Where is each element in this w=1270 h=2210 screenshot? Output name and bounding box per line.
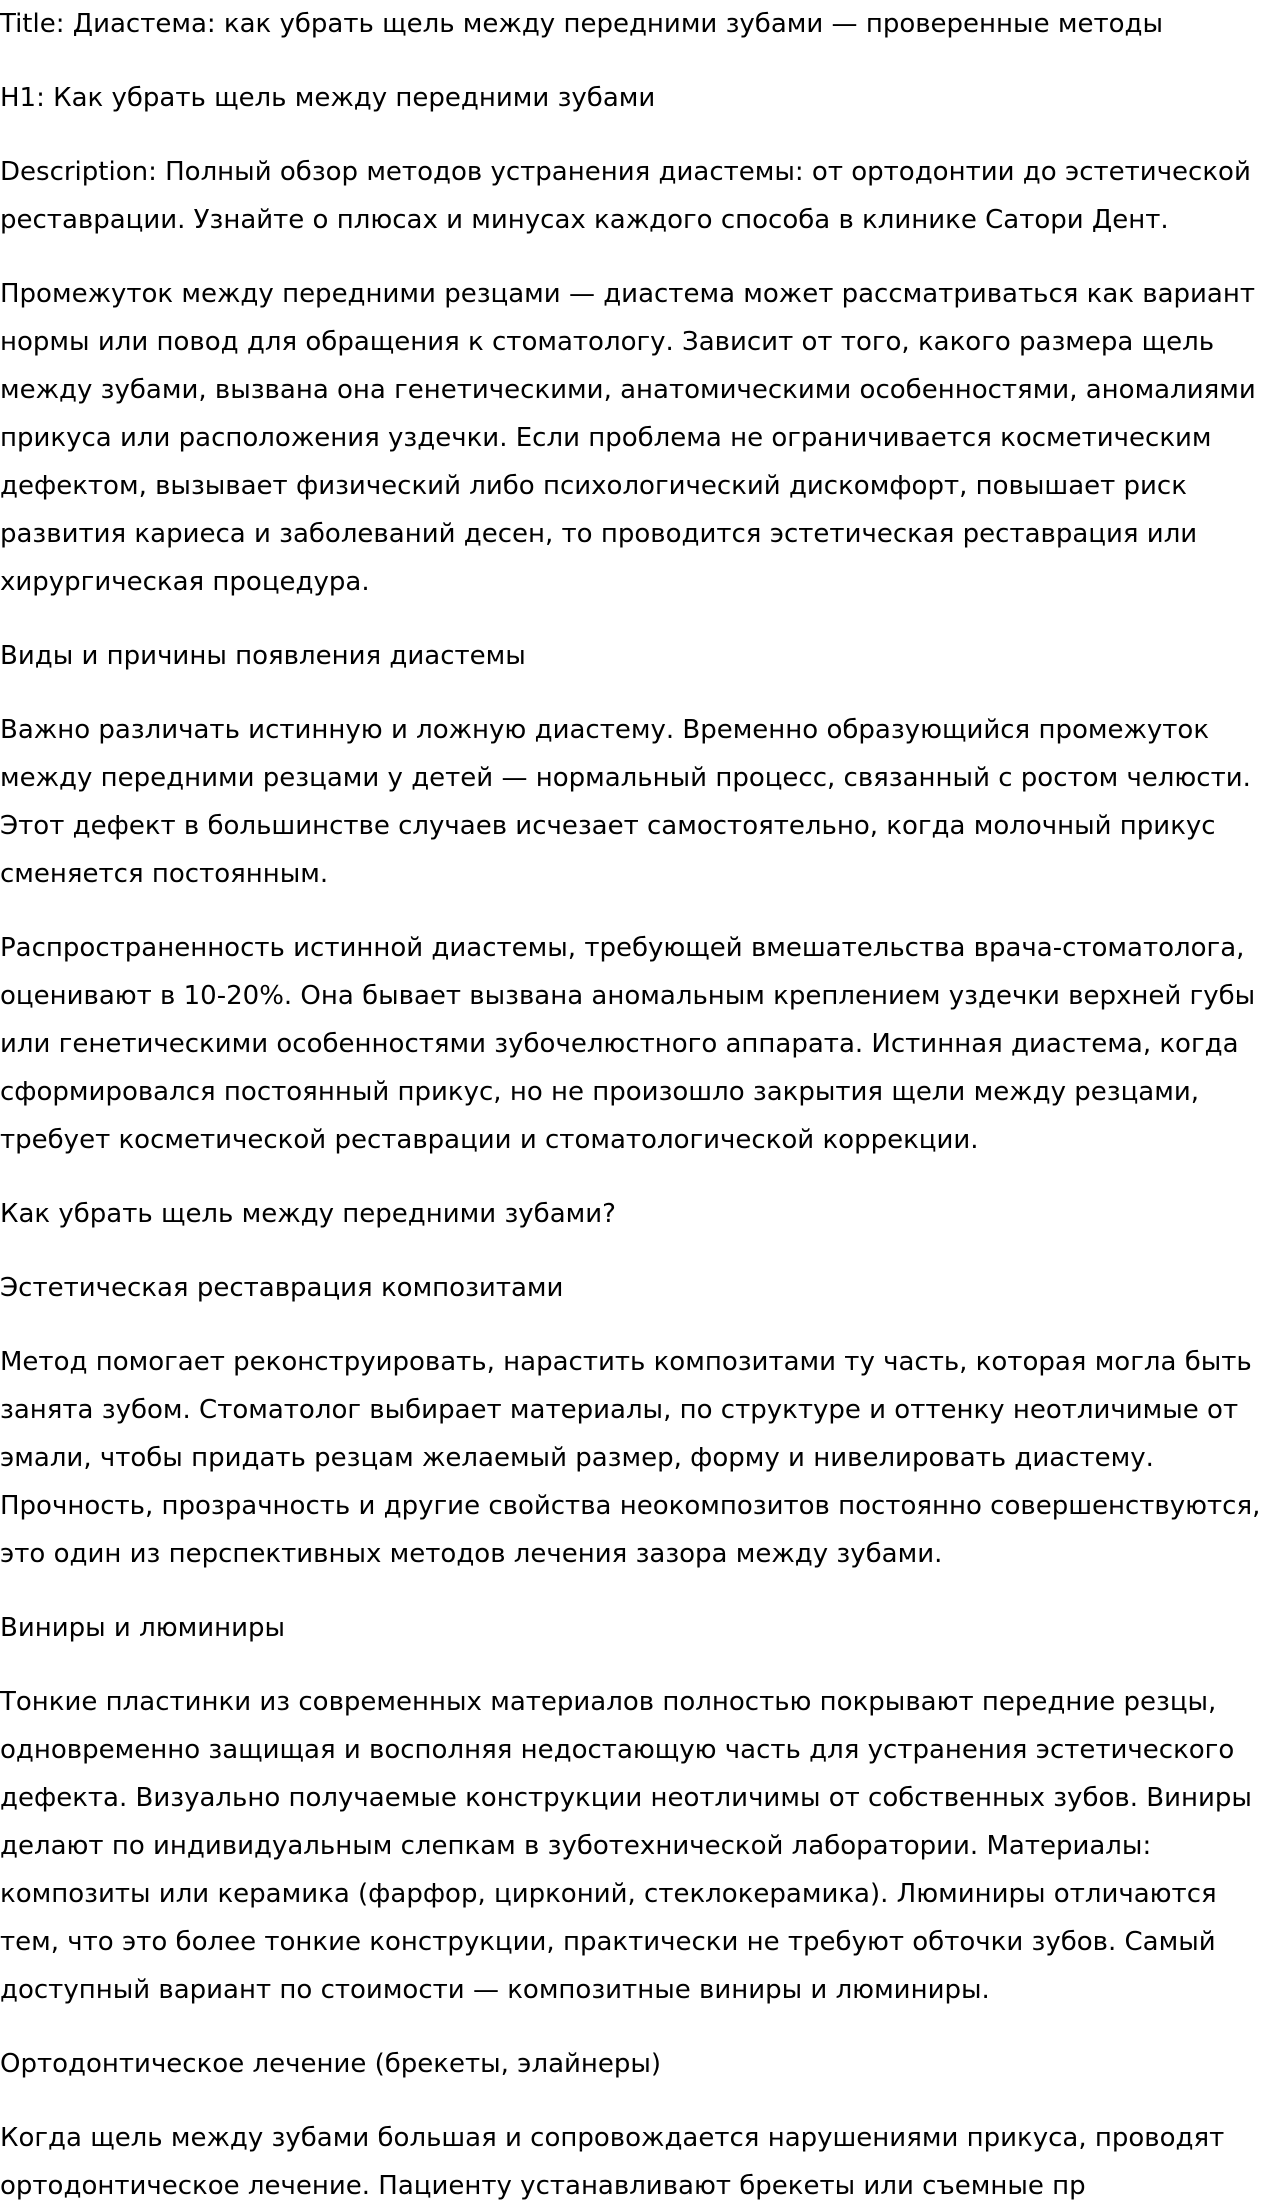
section-heading (0, 2040, 1262, 2088)
paragraph-line: требует косметической реставрации и стоматологической коррекции. (0, 1125, 979, 1155)
paragraph-line: или генетическими особенностями зубочелюстного аппарата. Истинная диастема, когда (0, 1029, 1239, 1059)
paragraph-line: тем, что это более тонкие конструкции, практически не требуют обточки зубов. Самый (0, 1927, 1216, 1957)
paragraph-line: Промежуток между передними резцами — диастема может рассматриваться как вариант (0, 279, 1255, 309)
paragraph-line: хирургическая процедура. (0, 567, 370, 597)
meta-title (0, 0, 1262, 48)
paragraph-line: Метод помогает реконструировать, нарастить композитами ту часть, которая могла быть (0, 1347, 1252, 1377)
paragraph-line: Прочность, прозрачность и другие свойства неокомпозитов постоянно совершенствуются, (0, 1491, 1261, 1521)
paragraph (0, 1338, 1262, 1578)
paragraph-line: оценивают в 10-20%. Она бывает вызвана аномальным креплением уздечки верхней губы (0, 981, 1256, 1011)
paragraph-line: Важно различать истинную и ложную диастему. Временно образующийся промежуток (0, 715, 1210, 745)
paragraph-line: Этот дефект в большинстве случаев исчезает самостоятельно, когда молочный прикус (0, 811, 1216, 841)
meta-description (0, 148, 1262, 244)
paragraph-line: развития кариеса и заболеваний десен, то проводится эстетическая реставрация или (0, 519, 1198, 549)
paragraph-line: это один из перспективных методов лечения зазора между зубами. (0, 1539, 943, 1569)
meta-h1-prefix: H1: (0, 83, 45, 113)
meta-title-prefix: Title: (0, 9, 65, 39)
meta-description-text: Полный обзор методов устранения диастемы: от ортодонтии до эстетической (165, 157, 1251, 187)
paragraph-line: нормы или повод для обращения к стоматологу. Зависит от того, какого размера щель (0, 327, 1215, 357)
paragraph (0, 270, 1262, 606)
paragraph-line: между передними резцами у детей — нормальный процесс, связанный с ростом челюсти. (0, 763, 1251, 793)
paragraph-line: Тонкие пластинки из современных материалов полностью покрывают передние резцы, (0, 1687, 1217, 1717)
paragraph-line: дефектом, вызывает физический либо психологический дискомфорт, повышает риск (0, 471, 1187, 501)
paragraph (0, 1678, 1262, 2014)
section-heading-text: Ортодонтическое лечение (брекеты, элайнеры) (0, 2049, 662, 2079)
meta-h1 (0, 74, 1262, 122)
article-content (0, 270, 1262, 2210)
paragraph-line: делают по индивидуальным слепкам в зуботехнической лаборатории. Материалы: (0, 1831, 1152, 1861)
paragraph (0, 706, 1262, 898)
paragraph-line: Распространенность истинной диастемы, требующей вмешательства врача-стоматолога, (0, 933, 1245, 963)
section-heading (0, 632, 1262, 680)
paragraph-line: эмали, чтобы придать резцам желаемый размер, форму и нивелировать диастему. (0, 1443, 1154, 1473)
paragraph (0, 924, 1262, 1164)
paragraph-line: между зубами, вызвана она генетическими, анатомическими особенностями, аномалиями (0, 375, 1256, 405)
paragraph-line: Когда щель между зубами большая и сопровождается нарушениями прикуса, проводят (0, 2123, 1225, 2153)
meta-description-line: реставрации. Узнайте о плюсах и минусах каждого способа в клинике Сатори Дент. (0, 205, 1169, 235)
meta-description-line (0, 148, 1262, 196)
paragraph-line: композиты или керамика (фарфор, цирконий, стеклокерамика). Люминиры отличаются (0, 1879, 1217, 1909)
section-heading-text: Виды и причины появления диастемы (0, 641, 526, 671)
paragraph-line: доступный вариант по стоимости — композитные виниры и люминиры. (0, 1975, 990, 2005)
section-heading (0, 1190, 1262, 1238)
meta-description-prefix: Description: (0, 157, 157, 187)
section-heading-text: Виниры и люминиры (0, 1613, 286, 1643)
paragraph-line: одновременно защищая и восполняя недостающую часть для устранения эстетического (0, 1735, 1235, 1765)
paragraph (0, 2114, 1262, 2210)
meta-title-text: Диастема: как убрать щель между передними зубами — проверенные методы (72, 9, 1163, 39)
paragraph-line: сформировался постоянный прикус, но не произошло закрытия щели между резцами, (0, 1077, 1199, 1107)
paragraph-line: прикуса или расположения уздечки. Если проблема не ограничивается косметическим (0, 423, 1212, 453)
section-heading-text: Эстетическая реставрация композитами (0, 1273, 564, 1303)
paragraph-line: сменяется постоянным. (0, 859, 329, 889)
meta-title-line (0, 0, 1262, 48)
section-heading (0, 1604, 1262, 1652)
section-heading-text: Как убрать щель между передними зубами? (0, 1199, 616, 1229)
section-heading (0, 1264, 1262, 1312)
meta-h1-text: Как убрать щель между передними зубами (53, 83, 656, 113)
meta-h1-line (0, 74, 1262, 122)
paragraph-line: занята зубом. Стоматолог выбирает материалы, по структуре и оттенку неотличимые от (0, 1395, 1239, 1425)
paragraph-line: ортодонтическое лечение. Пациенту устанавливают брекеты или съемные пр (0, 2171, 1086, 2201)
paragraph-line: дефекта. Визуально получаемые конструкции неотличимы от собственных зубов. Виниры (0, 1783, 1252, 1813)
